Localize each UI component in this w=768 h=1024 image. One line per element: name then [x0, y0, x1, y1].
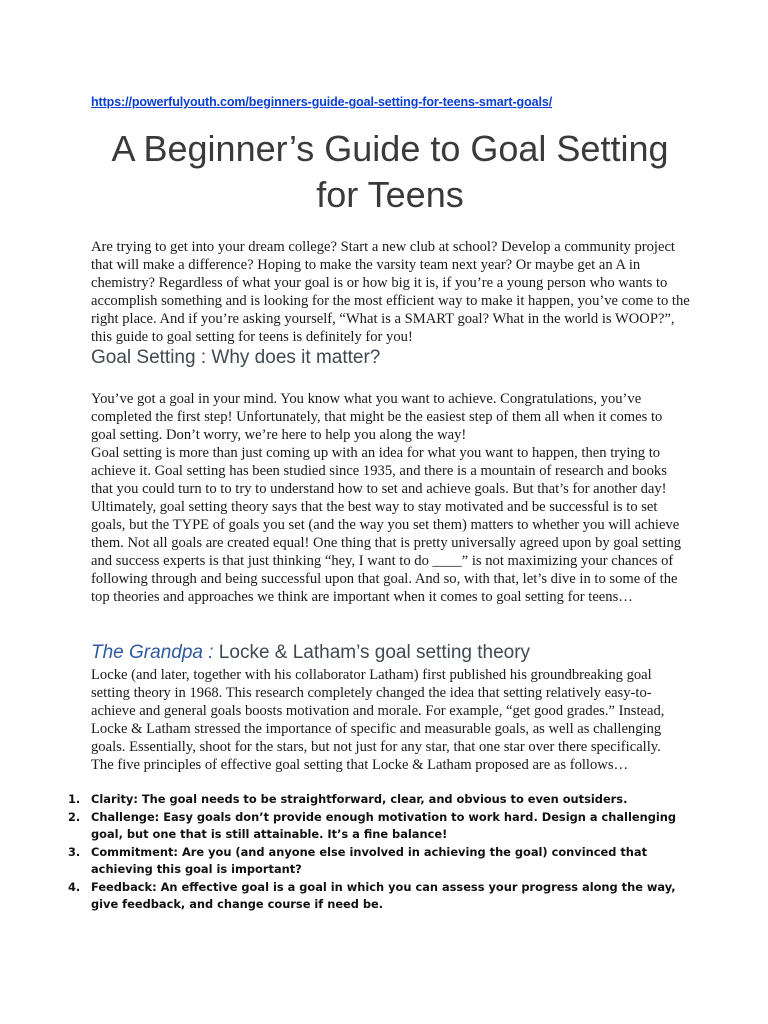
- list-desc: The goal needs to be straightforward, clear, and obvious to even outsiders.: [137, 792, 628, 806]
- list-number: 3.: [68, 845, 81, 859]
- list-number: 1.: [68, 792, 81, 806]
- section-heading-why: Goal Setting : Why does it matter?: [91, 347, 381, 368]
- paragraph: Locke (and later, together with his collaborator Latham) first published his groundbreaking goal setting theory in 1968. This research completely changed the idea that setting relatively easy-to-achieve and general goals boosts motivation and morale. For example, “get good grades.” Instead, Locke & Latham stressed the importance of specific and measurable goals, as well as challenging goals. Essentially, shoot for the stars, but not just for any star, that one star over there specifically.: [91, 667, 665, 755]
- paragraph: The five principles of effective goal setting that Locke & Latham proposed are as follows…: [91, 757, 629, 773]
- paragraph: You’ve got a goal in your mind. You know what you want to achieve. Congratulations, you’ve completed the first step! Unfortunately, that might be the easiest step of them all when it comes to goal setting. Don’t worry, we’re here to help you along the way!: [91, 391, 663, 443]
- paragraph: Goal setting is more than just coming up with an idea for what you want to happen, then trying to achieve it. Goal setting has been studied since 1935, and there is a mountain of research and books that you could turn to to try to understand how to set and achieve goals. But that’s for another day!: [91, 445, 667, 497]
- list-desc: Are you (and anyone else involved in achieving the goal) convinced that achieving this goal is important?: [91, 845, 648, 876]
- list-term: Feedback:: [91, 880, 157, 894]
- list-item: [60, 809, 690, 843]
- section-body-why: [91, 390, 691, 606]
- title-line-2: for Teens: [316, 174, 464, 215]
- page-title: [60, 126, 720, 218]
- list-term: Clarity:: [91, 792, 138, 806]
- title-line-1: A Beginner’s Guide to Goal Setting: [111, 128, 669, 169]
- heading-rest-part: Locke & Latham’s goal setting theory: [213, 642, 531, 663]
- list-term: Challenge:: [91, 810, 160, 824]
- list-desc: Easy goals don’t provide enough motivation to work hard. Design a challenging goal, but one that is still attainable. It’s a fine balance!: [91, 810, 677, 841]
- section-heading-grandpa: [91, 641, 530, 665]
- intro-paragraph: Are trying to get into your dream college? Start a new club at school? Develop a community project that will make a difference? Hoping to make the varsity team next year? Or maybe get an A in chemistry? Regardless of what your goal is or how big it is, if you’re a young person who wants to accomplish something and is looking for the most efficient way to make it happen, you’ve come to the right place. And if you’re asking yourself, “What is a SMART goal? What in the world is WOOP?”, this guide to goal setting for teens is definitely for you!: [91, 239, 690, 345]
- paragraph: Ultimately, goal setting theory says that the best way to stay motivated and be successful is to set goals, but the TYPE of goals you set (and the way you set them) matters to whether you will achieve them. Not all goals are created equal! One thing that is pretty universally agreed upon by goal setting and success experts is that just thinking “hey, I want to do ____” is not maximizing your chances of following through and being successful upon that goal. And so, with that, let’s dive in to some of the top theories and approaches we think are important when it comes to goal setting for teens…: [91, 499, 682, 605]
- list-term: Commitment:: [91, 845, 178, 859]
- source-link[interactable]: https://powerfulyouth.com/beginners-guide-goal-setting-for-teens-smart-goals/: [91, 95, 553, 109]
- heading-italic-part: The Grandpa :: [91, 642, 214, 663]
- list-item: [60, 844, 690, 878]
- principles-list: [60, 791, 690, 914]
- list-item: [60, 879, 690, 913]
- list-number: 2.: [68, 810, 81, 824]
- list-desc: An effective goal is a goal in which you can assess your progress along the way, give feedback, and change course if need be.: [91, 880, 676, 911]
- list-item: [60, 791, 690, 808]
- list-number: 4.: [68, 880, 81, 894]
- section-body-grandpa: [91, 666, 691, 774]
